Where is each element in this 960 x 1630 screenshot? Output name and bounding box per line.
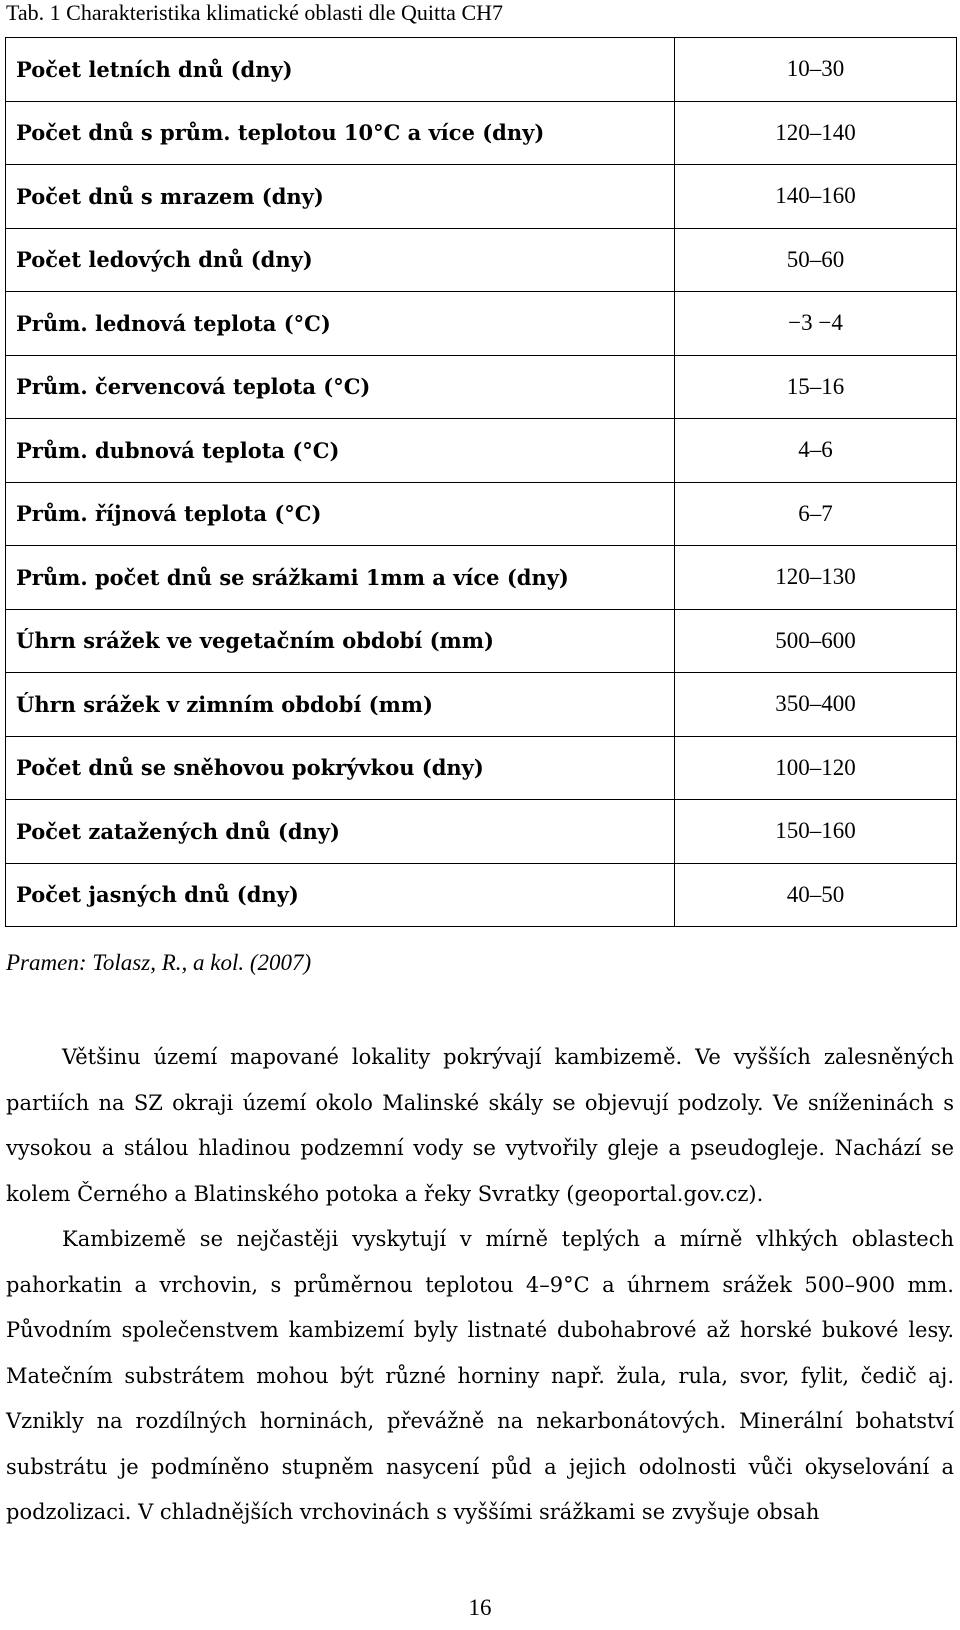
page-number: 16 <box>468 1595 492 1620</box>
table-row <box>6 165 957 229</box>
value-cell: −3 −4 <box>675 292 957 356</box>
value-cell: 100–120 <box>675 736 957 800</box>
parameter-cell: Prům. dubnová teplota (°C) <box>6 419 675 483</box>
body-text <box>6 1035 954 1536</box>
table-row <box>6 546 957 610</box>
table-row <box>6 482 957 546</box>
parameter-cell: Počet dnů s mrazem (dny) <box>6 165 675 229</box>
parameter-cell: Prům. počet dnů se srážkami 1mm a více (dny) <box>6 546 675 610</box>
value-cell: 150–160 <box>675 800 957 864</box>
table-caption: Tab. 1 Charakteristika klimatické oblasti dle Quitta CH7 <box>6 0 504 25</box>
parameter-cell: Počet ledových dnů (dny) <box>6 228 675 292</box>
table-row <box>6 419 957 483</box>
table-row <box>6 673 957 737</box>
value-cell: 6–7 <box>675 482 957 546</box>
value-cell: 120–140 <box>675 101 957 165</box>
table-row <box>6 863 957 927</box>
value-cell: 4–6 <box>675 419 957 483</box>
parameter-cell: Počet jasných dnů (dny) <box>6 863 675 927</box>
table-row <box>6 800 957 864</box>
value-cell: 140–160 <box>675 165 957 229</box>
value-cell: 50–60 <box>675 228 957 292</box>
value-cell: 15–16 <box>675 355 957 419</box>
value-cell: 500–600 <box>675 609 957 673</box>
table-row <box>6 101 957 165</box>
parameter-cell: Prům. červencová teplota (°C) <box>6 355 675 419</box>
value-cell: 10–30 <box>675 38 957 102</box>
value-cell: 120–130 <box>675 546 957 610</box>
value-cell: 40–50 <box>675 863 957 927</box>
parameter-cell: Úhrn srážek v zimním období (mm) <box>6 673 675 737</box>
parameter-cell: Prům. říjnová teplota (°C) <box>6 482 675 546</box>
table-source: Pramen: Tolasz, R., a kol. (2007) <box>6 950 312 975</box>
table-row <box>6 609 957 673</box>
table-row <box>6 355 957 419</box>
paragraph: Kambizemě se nejčastěji vyskytují v mírně teplých a mírně vlhkých oblastech pahorkatin a vrchovin, s průměrnou teplotou 4–9°C a úhrnem srážek 500–900 mm. Původním společenstvem kambizemí byly listnaté dubohabrové až horské bukové lesy. Matečním substrátem mohou být různé horniny např. žula, rula, svor, fylit, čedič aj. Vznikly na rozdílných horninách, převážně na nekarbonátových. Minerální bohatství substrátu je podmíněno stupněm nasycení půd a jejich odolnosti vůči okyselování a podzolizaci. V chladnějších vrchovinách s vyššími srážkami se zvyšuje obsah <box>6 1227 954 1524</box>
parameter-cell: Počet letních dnů (dny) <box>6 38 675 102</box>
parameter-cell: Počet dnů se sněhovou pokrývkou (dny) <box>6 736 675 800</box>
paragraph: Většinu území mapované lokality pokrývají kambizemě. Ve vyšších zalesněných partiích na SZ okraji území okolo Malinské skály se objevují podzoly. Ve sníženinách s vysokou a stálou hladinou podzemní vody se vytvořily gleje a pseudogleje. Nachází se kolem Černého a Blatinského potoka a řeky Svratky (geoportal.gov.cz). <box>6 1045 954 1206</box>
parameter-cell: Počet dnů s prům. teplotou 10°C a více (dny) <box>6 101 675 165</box>
climate-table <box>5 37 957 927</box>
table-row <box>6 292 957 356</box>
climate-table-body <box>6 38 957 927</box>
value-cell: 350–400 <box>675 673 957 737</box>
table-row <box>6 38 957 102</box>
table-row <box>6 736 957 800</box>
parameter-cell: Úhrn srážek ve vegetačním období (mm) <box>6 609 675 673</box>
parameter-cell: Prům. lednová teplota (°C) <box>6 292 675 356</box>
parameter-cell: Počet zatažených dnů (dny) <box>6 800 675 864</box>
table-row <box>6 228 957 292</box>
